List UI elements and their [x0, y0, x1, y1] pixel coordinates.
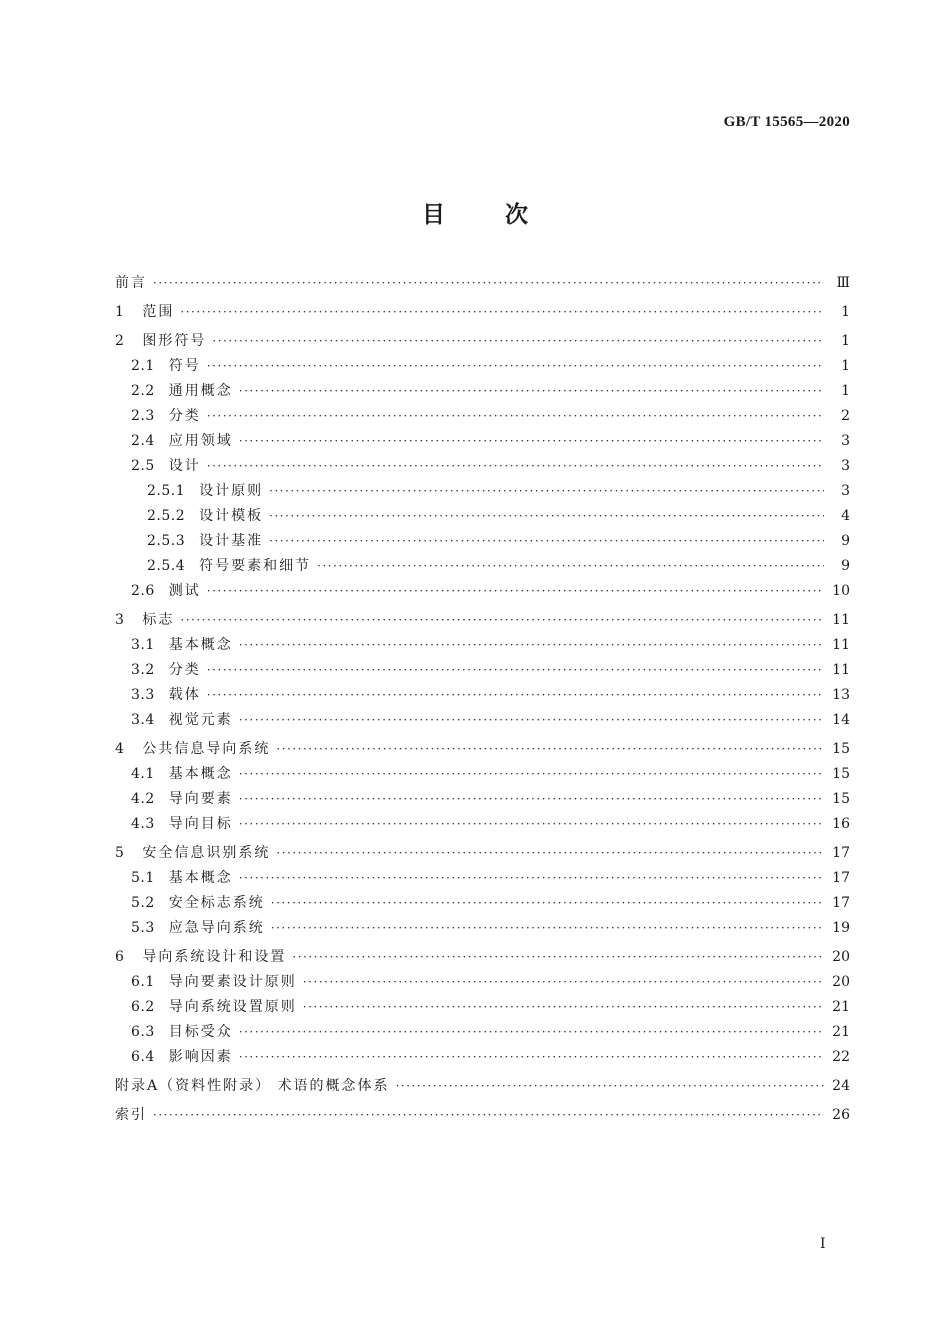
toc-entry-number: 2.1: [131, 358, 155, 374]
toc-entry-number: 6.4: [131, 1049, 155, 1065]
toc-entry-number: 5.2: [131, 895, 155, 911]
dot-leader: [239, 817, 824, 831]
dot-leader: [207, 359, 824, 373]
dot-leader: [269, 534, 824, 548]
toc-entry[interactable]: [115, 555, 850, 580]
toc-entry-number: 4.1: [131, 766, 155, 782]
toc-entry[interactable]: [115, 1075, 850, 1100]
standard-code: GB/T 15565—2020: [723, 114, 850, 130]
toc-entry-page: Ⅲ: [836, 275, 850, 291]
toc-entry-number: 2.5.3: [147, 533, 186, 549]
toc-entry[interactable]: [115, 480, 850, 505]
toc-entry-page: 22: [832, 1049, 850, 1065]
toc-entry[interactable]: [115, 505, 850, 530]
toc-entry-page: 13: [832, 687, 850, 703]
dot-leader: [180, 305, 824, 319]
dot-leader: [303, 1000, 824, 1014]
toc-entry[interactable]: [115, 659, 850, 684]
toc-entry-number: 1: [115, 304, 125, 320]
dot-leader: [292, 950, 824, 964]
toc-entry-number: 2.5.2: [147, 508, 186, 524]
toc-entry-page: 26: [832, 1107, 850, 1123]
dot-leader: [239, 1025, 824, 1039]
dot-leader: [239, 713, 824, 727]
toc-entry-page: 11: [832, 612, 850, 628]
toc-entry-page: 17: [832, 895, 850, 911]
toc-entry-number: 3.2: [131, 662, 155, 678]
toc-entry-label: 目标受众: [168, 1024, 233, 1040]
toc-entry-label: 公共信息导向系统: [142, 741, 271, 757]
toc-entry-label: 索引: [115, 1107, 147, 1123]
toc-entry-label: 分类: [168, 408, 201, 424]
toc-entry-label: 安全标志系统: [168, 895, 265, 911]
toc-entry[interactable]: [115, 917, 850, 942]
toc-entry-page: 14: [832, 712, 850, 728]
dot-leader: [317, 559, 824, 573]
toc-entry[interactable]: [115, 788, 850, 813]
toc-entry-page: 3: [841, 433, 850, 449]
toc-entry[interactable]: [115, 1021, 850, 1046]
toc-entry-label: 基本概念: [168, 637, 233, 653]
toc-entry-label: 范围: [142, 304, 175, 320]
toc-entry[interactable]: [115, 380, 850, 405]
toc-entry-page: 1: [841, 304, 850, 320]
toc-entry-number: 2.3: [131, 408, 155, 424]
dot-leader: [207, 663, 824, 677]
page-title: 目次: [422, 201, 588, 228]
toc-entry-label: 设计模板: [199, 508, 264, 524]
toc-entry-label: 基本概念: [168, 766, 233, 782]
dot-leader: [153, 276, 824, 290]
toc-entry[interactable]: [115, 892, 850, 917]
toc-entry[interactable]: [115, 430, 850, 455]
dot-leader: [269, 484, 824, 498]
dot-leader: [207, 409, 824, 423]
toc-entry-label: 导向系统设计和设置: [142, 949, 287, 965]
toc-entry[interactable]: [115, 867, 850, 892]
toc-entry-number: 2.5.4: [147, 558, 186, 574]
toc-entry-page: 9: [841, 558, 850, 574]
toc-entry-label: 标志: [142, 612, 175, 628]
dot-leader: [207, 459, 824, 473]
toc-entry-label: 载体: [168, 687, 201, 703]
dot-leader: [271, 896, 824, 910]
toc-entry-page: 2: [841, 408, 850, 424]
toc-entry-page: 1: [841, 383, 850, 399]
toc-entry-number: 6: [115, 949, 125, 965]
toc-entry-label: 导向要素设计原则: [168, 974, 297, 990]
dot-leader: [269, 509, 824, 523]
toc-entry[interactable]: [115, 272, 850, 297]
toc-entry-number: 3.4: [131, 712, 155, 728]
toc-entry[interactable]: [115, 971, 850, 996]
toc-entry[interactable]: [115, 634, 850, 659]
toc-entry[interactable]: [115, 684, 850, 709]
toc-entry-label: 测试: [168, 583, 201, 599]
toc-entry-label: 设计原则: [199, 483, 264, 499]
toc-entry-number: 2.5: [131, 458, 155, 474]
toc-entry-page: 19: [832, 920, 850, 936]
toc-entry-label: 符号: [168, 358, 201, 374]
toc-entry-label: 应用领域: [168, 433, 233, 449]
toc-entry[interactable]: [115, 330, 850, 355]
toc-entry-number: 5: [115, 845, 125, 861]
toc-entry-page: 3: [841, 483, 850, 499]
toc-entry-page: 4: [841, 508, 850, 524]
toc-entry-label: 设计基准: [199, 533, 264, 549]
toc-entry-number: 6.1: [131, 974, 155, 990]
toc-entry-page: 20: [832, 949, 850, 965]
toc-entry-label: 导向系统设置原则: [168, 999, 297, 1015]
toc-entry[interactable]: [115, 1046, 850, 1071]
dot-leader: [271, 921, 824, 935]
dot-leader: [276, 742, 824, 756]
toc-entry-page: 1: [841, 358, 850, 374]
toc-entry[interactable]: [115, 842, 850, 867]
toc-entry[interactable]: [115, 709, 850, 734]
toc-entry-label: 基本概念: [168, 870, 233, 886]
toc-entry-number: 2.6: [131, 583, 155, 599]
dot-leader: [276, 846, 824, 860]
dot-leader: [239, 434, 824, 448]
toc-entry-number: 3.1: [131, 637, 155, 653]
toc-entry[interactable]: [115, 530, 850, 555]
dot-leader: [212, 334, 824, 348]
toc-entry-label: 导向要素: [168, 791, 233, 807]
dot-leader: [239, 792, 824, 806]
toc-entry-page: 15: [832, 741, 850, 757]
toc-entry-label: 图形符号: [142, 333, 207, 349]
toc-entry[interactable]: [115, 763, 850, 788]
toc-entry[interactable]: [115, 301, 850, 326]
toc-entry-page: 11: [832, 662, 850, 678]
toc-entry[interactable]: [115, 355, 850, 380]
toc-entry-number: 2.2: [131, 383, 155, 399]
toc-entry[interactable]: [115, 738, 850, 763]
toc-entry-number: 6.2: [131, 999, 155, 1015]
toc-entry-number: 4: [115, 741, 125, 757]
toc-entry-number: 5.1: [131, 870, 155, 886]
toc-entry[interactable]: [115, 455, 850, 480]
toc-entry-label: 视觉元素: [168, 712, 233, 728]
dot-leader: [239, 638, 824, 652]
toc-entry-page: 21: [832, 1024, 850, 1040]
toc-entry-number: 4.3: [131, 816, 155, 832]
table-of-contents: [115, 272, 850, 1129]
toc-entry-page: 3: [841, 458, 850, 474]
footer-page-number: Ⅰ: [820, 1236, 826, 1252]
toc-entry-label: 分类: [168, 662, 201, 678]
toc-entry-number: 5.3: [131, 920, 155, 936]
toc-entry-page: 16: [832, 816, 850, 832]
toc-entry-number: 4.2: [131, 791, 155, 807]
toc-entry-page: 17: [832, 845, 850, 861]
toc-entry-label: 影响因素: [168, 1049, 233, 1065]
dot-leader: [396, 1079, 824, 1093]
dot-leader: [180, 613, 824, 627]
toc-entry-label: 前言: [115, 275, 147, 291]
toc-entry[interactable]: [115, 996, 850, 1021]
toc-entry-page: 1: [841, 333, 850, 349]
toc-entry-number: 2: [115, 333, 125, 349]
toc-entry[interactable]: [115, 609, 850, 634]
toc-entry-label: 安全信息识别系统: [142, 845, 271, 861]
dot-leader: [207, 688, 824, 702]
toc-entry-number: 6.3: [131, 1024, 155, 1040]
toc-entry-page: 21: [832, 999, 850, 1015]
toc-entry[interactable]: [115, 813, 850, 838]
toc-entry-page: 11: [832, 637, 850, 653]
toc-entry-label: 通用概念: [168, 383, 233, 399]
toc-entry-page: 20: [832, 974, 850, 990]
dot-leader: [239, 767, 824, 781]
toc-entry-page: 15: [832, 766, 850, 782]
toc-entry-number: 2.5.1: [147, 483, 186, 499]
toc-entry-label: 符号要素和细节: [199, 558, 312, 574]
dot-leader: [207, 584, 824, 598]
toc-entry[interactable]: [115, 1104, 850, 1129]
toc-entry-page: 9: [841, 533, 850, 549]
toc-entry-number: 2.4: [131, 433, 155, 449]
toc-entry-label: 导向目标: [168, 816, 233, 832]
toc-entry[interactable]: [115, 405, 850, 430]
dot-leader: [303, 975, 824, 989]
toc-entry-label: 应急导向系统: [168, 920, 265, 936]
dot-leader: [239, 871, 824, 885]
toc-entry-page: 24: [832, 1078, 850, 1094]
toc-entry-number: 3: [115, 612, 125, 628]
toc-entry-label: 设计: [168, 458, 201, 474]
toc-entry[interactable]: [115, 580, 850, 605]
dot-leader: [239, 384, 824, 398]
dot-leader: [239, 1050, 824, 1064]
toc-entry-page: 17: [832, 870, 850, 886]
toc-entry[interactable]: [115, 946, 850, 971]
toc-entry-number: 3.3: [131, 687, 155, 703]
toc-entry-page: 10: [832, 583, 850, 599]
dot-leader: [153, 1108, 824, 1122]
toc-entry-label: 附录A（资料性附录） 术语的概念体系: [115, 1078, 390, 1094]
toc-entry-page: 15: [832, 791, 850, 807]
